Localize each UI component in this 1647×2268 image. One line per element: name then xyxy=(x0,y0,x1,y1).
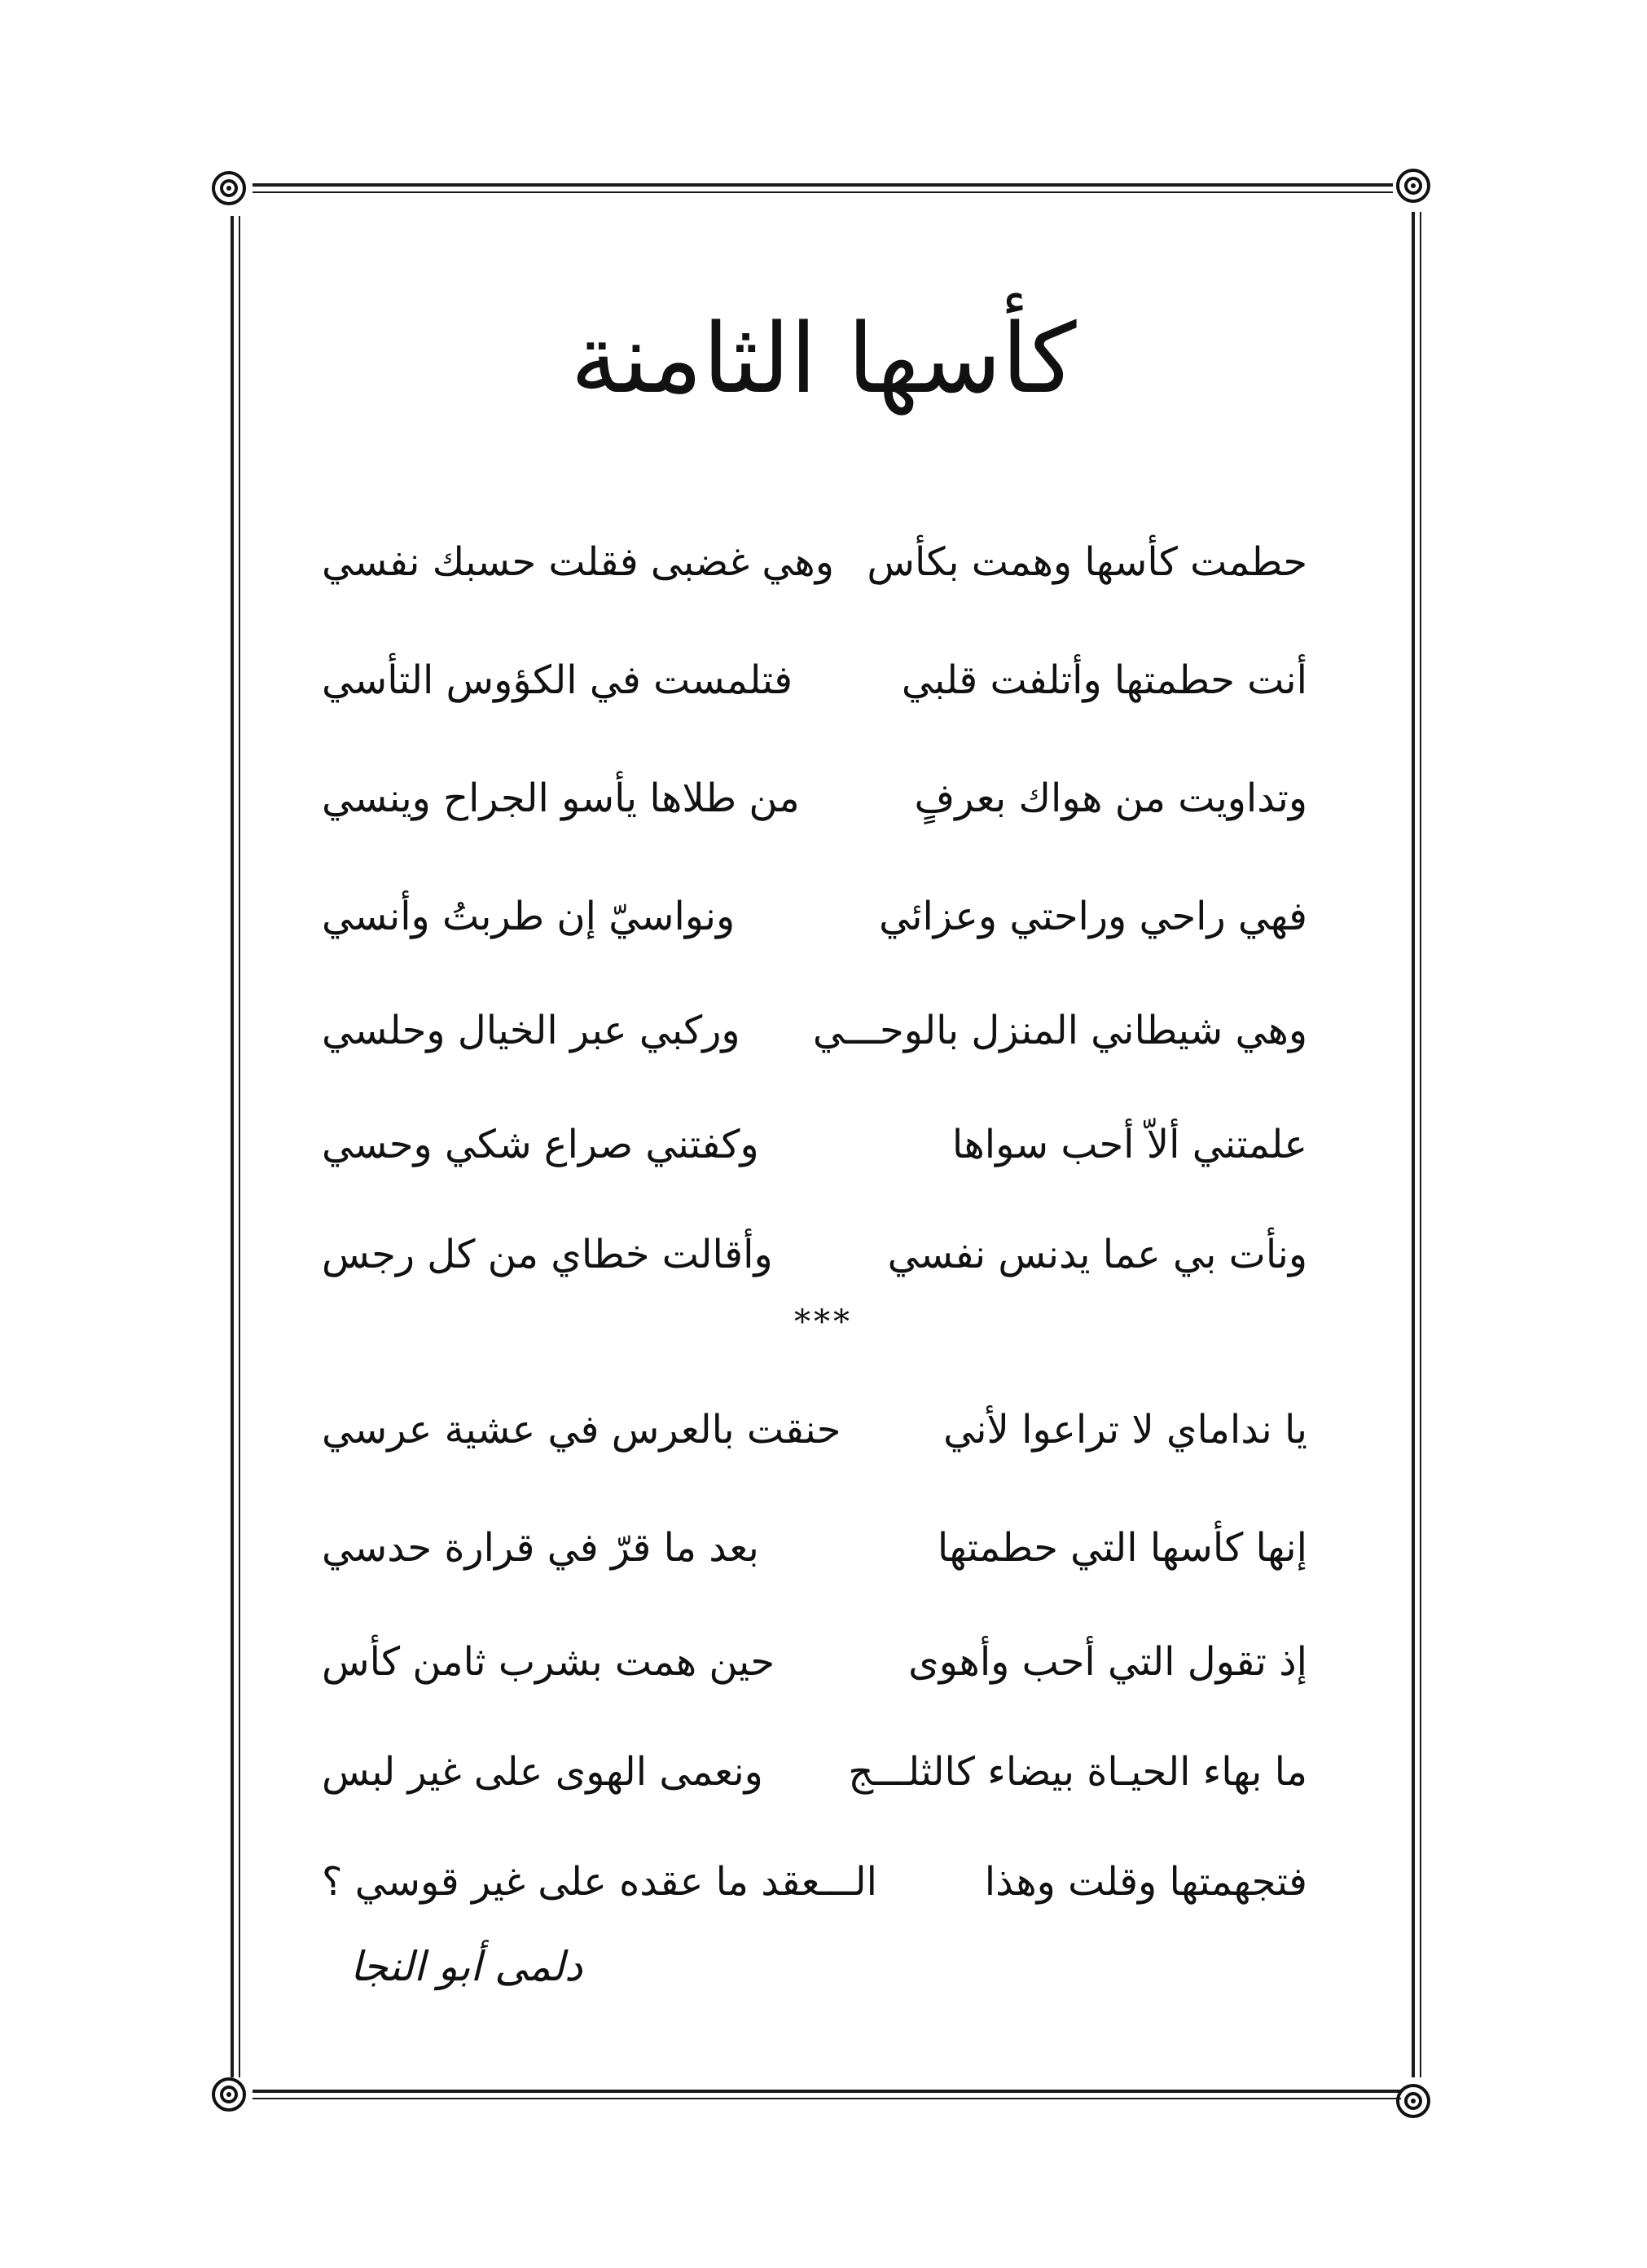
frame-left-line xyxy=(231,216,234,2077)
corner-ornament-bottom-left-icon xyxy=(210,2076,248,2113)
verse-second-hemistich: حنقت بالعرس في عشية عرسي xyxy=(322,1407,841,1453)
verse-first-hemistich: ونأت بي عما يدنس نفسي xyxy=(887,1232,1307,1277)
verse-first-hemistich: علمتني ألاّ أحب سواها xyxy=(951,1122,1307,1167)
verse-first-hemistich: وهي شيطاني المنزل بالوحـــي xyxy=(812,1008,1307,1053)
verse-first-hemistich: حطمت كأسها وهمت بكأس xyxy=(867,539,1307,585)
corner-ornament-top-left-icon xyxy=(210,169,248,207)
verse-second-hemistich: الـــعقد ما عقده على غير قوسي ؟ xyxy=(322,1859,877,1905)
verse-first-hemistich: فتجهمتها وقلت وهذا xyxy=(984,1859,1307,1905)
poem-body xyxy=(322,0,1307,2268)
verse-second-hemistich: وأقالت خطاي من كل رجس xyxy=(322,1232,773,1277)
verse-line xyxy=(322,758,1307,839)
verse-line xyxy=(322,1841,1307,1923)
frame-right-line xyxy=(1412,212,1415,2077)
frame-right-line-inner xyxy=(1420,212,1421,2077)
poem-title: كأسها الثامنة xyxy=(570,302,1077,415)
corner-ornament-bottom-right-icon xyxy=(1394,2082,1432,2120)
frame-left-line-inner xyxy=(239,216,240,2077)
verse-first-hemistich: أنت حطمتها وأتلفت قلبي xyxy=(901,657,1307,703)
corner-ornament-top-right-icon xyxy=(1394,167,1432,204)
verse-line xyxy=(322,1214,1307,1295)
verse-second-hemistich: من طلاها يأسو الجراح وينسي xyxy=(322,776,800,821)
verse-line xyxy=(322,1104,1307,1185)
verse-line xyxy=(322,1389,1307,1470)
verse-line xyxy=(322,876,1307,957)
verse-second-hemistich: بعد ما قرّ في قرارة حدسي xyxy=(322,1525,759,1571)
verse-line xyxy=(322,1731,1307,1813)
verse-second-hemistich: ونعمى الهوى على غير لبس xyxy=(322,1749,763,1795)
verse-line xyxy=(322,1507,1307,1589)
verse-first-hemistich: يا نداماي لا تراعوا لأني xyxy=(943,1407,1307,1453)
verse-second-hemistich: وهي غضبى فقلت حسبك نفسي xyxy=(322,539,834,585)
verse-first-hemistich: وتداويت من هواك بعرفٍ xyxy=(914,776,1307,821)
verse-second-hemistich: فتلمست في الكؤوس التأسي xyxy=(322,657,793,703)
verse-second-hemistich: ونواسيّ إن طربتُ وأنسي xyxy=(322,894,736,939)
verse-line xyxy=(322,990,1307,1071)
verse-line xyxy=(322,640,1307,721)
verse-first-hemistich: ما بهاء الحيـاة بيضاء كالثلـــج xyxy=(848,1749,1307,1795)
verse-second-hemistich: وركبي عبر الخيال وحلسي xyxy=(322,1008,740,1053)
verse-first-hemistich: إنها كأسها التي حطمتها xyxy=(937,1525,1307,1571)
verse-first-hemistich: إذ تقول التي أحب وأهوى xyxy=(908,1639,1307,1685)
stanza-separator: *** xyxy=(794,1303,853,1341)
verse-line xyxy=(322,521,1307,603)
verse-first-hemistich: فهي راحي وراحتي وعزائي xyxy=(879,894,1307,939)
verse-second-hemistich: وكفتني صراع شكي وحسي xyxy=(322,1122,759,1167)
verse-second-hemistich: حين همت بشرب ثامن كأس xyxy=(322,1639,775,1685)
verse-line xyxy=(322,1621,1307,1703)
author-signature: دلمى أبو النجا xyxy=(350,1943,583,1990)
